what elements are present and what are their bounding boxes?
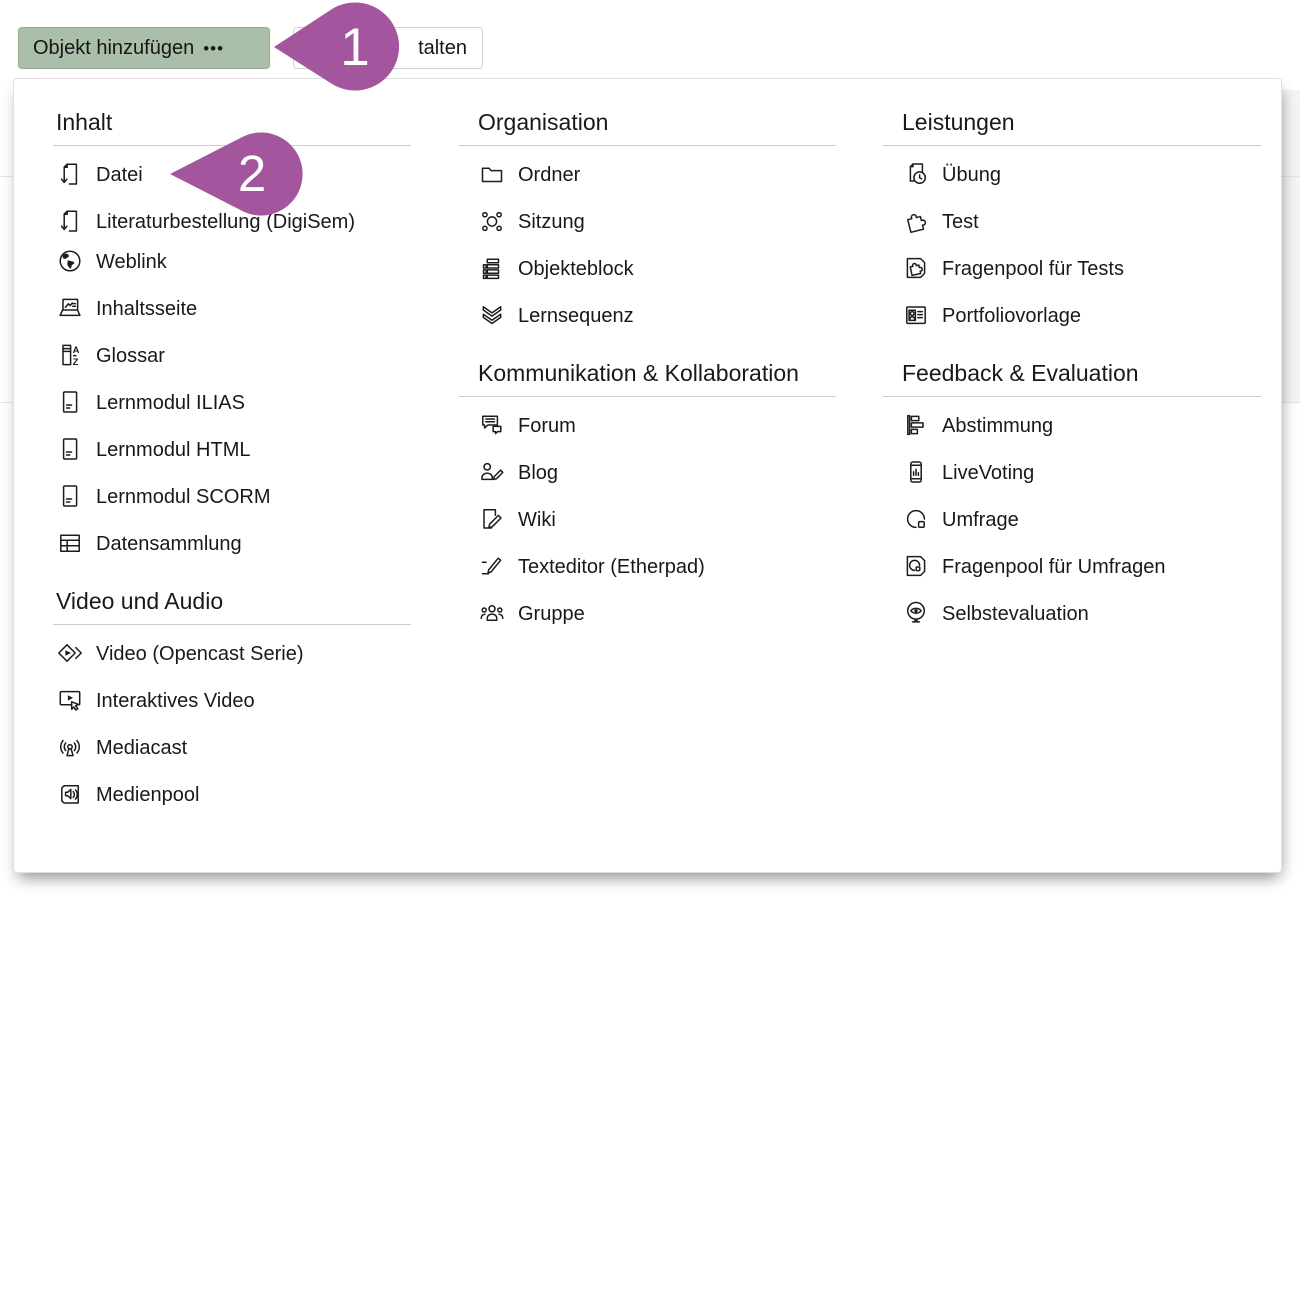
menu-item-label: Texteditor (Etherpad) — [518, 556, 705, 578]
test-puzzle-icon — [902, 207, 930, 235]
menu-item-livevoting[interactable] — [883, 453, 1261, 493]
section-title-feedback-evaluation: Feedback & Evaluation — [902, 360, 1139, 386]
survey-pie-icon — [902, 505, 930, 533]
forum-icon — [478, 411, 506, 439]
menu-item-label: Blog — [518, 462, 559, 484]
menu-item-label: Fragenpool für Umfragen — [942, 556, 1166, 578]
menu-item-label: Selbstevaluation — [942, 603, 1089, 625]
section-title-inhalt: Inhalt — [56, 109, 113, 135]
menu-item-mediacast[interactable] — [53, 728, 411, 768]
menu-item-label: Weblink — [96, 251, 167, 273]
menu-section-video-und-audio — [53, 586, 411, 815]
learning-module-icon — [56, 482, 84, 510]
menu-column-3 — [883, 107, 1261, 641]
menu-item-sitzung[interactable] — [459, 202, 836, 242]
menu-item-portfoliovorlage[interactable] — [883, 296, 1261, 336]
menu-item-label: Objekteblock — [518, 258, 634, 280]
blog-icon — [478, 458, 506, 486]
section-title-kommunikation-kollaboration: Kommunikation & Kollaboration — [478, 360, 799, 386]
menu-item-objekteblock[interactable] — [459, 249, 836, 289]
file-download-icon — [56, 160, 84, 188]
menu-item-medienpool[interactable] — [53, 775, 411, 815]
menu-item-label: Inhaltsseite — [96, 298, 198, 320]
menu-item-label: Ordner — [518, 164, 581, 186]
media-pool-icon — [56, 780, 84, 808]
section-divider — [53, 624, 411, 625]
menu-item-label: Wiki — [518, 509, 556, 531]
section-title-organisation: Organisation — [478, 109, 609, 135]
menu-item-label: Datei — [96, 164, 143, 186]
menu-section-feedback-evaluation — [883, 358, 1261, 634]
menu-item-label: Test — [942, 211, 979, 233]
section-divider — [459, 145, 836, 146]
opencast-video-icon — [56, 639, 84, 667]
file-download-icon — [56, 207, 84, 235]
section-title-leistungen: Leistungen — [902, 109, 1015, 135]
menu-item-label: LiveVoting — [942, 462, 1035, 484]
menu-item-blog[interactable] — [459, 453, 836, 493]
menu-item-label: Mediacast — [96, 737, 188, 759]
group-icon — [478, 599, 506, 627]
menu-item-label: Datensammlung — [96, 533, 242, 555]
menu-item-label: Umfrage — [942, 509, 1019, 531]
etherpad-icon — [478, 552, 506, 580]
folder-icon — [478, 160, 506, 188]
menu-item-glossar[interactable] — [53, 336, 411, 376]
menu-item-video-opencast-serie[interactable] — [53, 634, 411, 674]
customize-page-button-label: talten — [418, 36, 467, 59]
add-object-button-label: Objekt hinzufügen — [33, 36, 195, 59]
self-evaluation-icon — [902, 599, 930, 627]
menu-item-forum[interactable] — [459, 406, 836, 446]
menu-item-label: Literaturbestellung (DigiSem) — [96, 211, 356, 233]
menu-item-interaktives-video[interactable] — [53, 681, 411, 721]
menu-section-kommunikation-kollaboration — [459, 358, 836, 634]
interactive-video-icon — [56, 686, 84, 714]
section-divider — [883, 145, 1261, 146]
menu-item-label: Lernmodul SCORM — [96, 486, 271, 508]
menu-section-organisation — [459, 107, 836, 336]
menu-item-label: Lernmodul HTML — [96, 439, 251, 461]
learning-sequence-icon — [478, 301, 506, 329]
menu-item-label: Übung — [942, 164, 1001, 186]
menu-item-label: Abstimmung — [942, 415, 1054, 437]
glossary-icon — [56, 341, 84, 369]
menu-item-label: Glossar — [96, 345, 165, 367]
callout-2-teardrop — [170, 133, 303, 216]
learning-module-icon — [56, 435, 84, 463]
mediacast-icon — [56, 733, 84, 761]
callout-marker-2 — [169, 132, 303, 216]
menu-item-label: Lernsequenz — [518, 305, 634, 327]
question-pool-surveys-icon — [902, 552, 930, 580]
add-object-button[interactable] — [18, 27, 270, 69]
item-group-icon — [478, 254, 506, 282]
menu-item-lernsequenz[interactable] — [459, 296, 836, 336]
menu-item-lernmodul-scorm[interactable] — [53, 477, 411, 517]
section-title-video-und-audio: Video und Audio — [56, 588, 224, 614]
menu-item-lernmodul-ilias[interactable] — [53, 383, 411, 423]
menu-item-ordner[interactable] — [459, 155, 836, 195]
svg-text:Z: Z — [72, 357, 79, 368]
menu-item-datensammlung[interactable] — [53, 524, 411, 564]
exercise-icon — [902, 160, 930, 188]
poll-bars-icon — [902, 411, 930, 439]
session-icon — [478, 207, 506, 235]
menu-item-label: Gruppe — [518, 603, 585, 625]
background-panel-sliver — [1280, 90, 1300, 403]
menu-item-selbstevaluation[interactable] — [883, 594, 1261, 634]
menu-item-label: Interaktives Video — [96, 690, 255, 712]
section-divider — [459, 396, 836, 397]
callout-2-number: 2 — [237, 145, 267, 202]
menu-item-abstimmung[interactable] — [883, 406, 1261, 446]
menu-item-label: Fragenpool für Tests — [942, 258, 1124, 280]
menu-item-lernmodul-html[interactable] — [53, 430, 411, 470]
learning-module-icon — [56, 388, 84, 416]
menu-item-inhaltsseite[interactable] — [53, 289, 411, 329]
menu-item-übung[interactable] — [883, 155, 1261, 195]
menu-item-wiki[interactable] — [459, 500, 836, 540]
data-collection-icon — [56, 529, 84, 557]
menu-item-label: Lernmodul ILIAS — [96, 392, 245, 414]
menu-item-umfrage[interactable] — [883, 500, 1261, 540]
menu-item-label: Medienpool — [96, 784, 200, 806]
menu-item-fragenpool-für-umfragen[interactable] — [883, 547, 1261, 587]
callout-marker-1 — [273, 1, 399, 93]
menu-item-test[interactable] — [883, 202, 1261, 242]
svg-text:A: A — [72, 345, 80, 356]
menu-column-2 — [459, 107, 836, 641]
menu-item-label: Sitzung — [518, 211, 585, 233]
section-divider — [883, 396, 1261, 397]
question-pool-tests-icon — [902, 254, 930, 282]
more-dots-icon: ••• — [203, 38, 225, 58]
callout-1-number: 1 — [340, 18, 370, 77]
callout-1-teardrop — [274, 3, 399, 91]
portfolio-template-icon — [902, 301, 930, 329]
menu-item-label: Forum — [518, 415, 576, 437]
menu-item-weblink[interactable] — [53, 242, 411, 282]
menu-item-texteditor-etherpad[interactable] — [459, 547, 836, 587]
globe-icon — [56, 247, 84, 275]
menu-item-fragenpool-für-tests[interactable] — [883, 249, 1261, 289]
content-page-icon — [56, 294, 84, 322]
wiki-icon — [478, 505, 506, 533]
menu-section-leistungen — [883, 107, 1261, 336]
menu-item-label: Video (Opencast Serie) — [96, 643, 304, 665]
menu-item-gruppe[interactable] — [459, 594, 836, 634]
live-voting-icon — [902, 458, 930, 486]
menu-item-label: Portfoliovorlage — [942, 305, 1081, 327]
